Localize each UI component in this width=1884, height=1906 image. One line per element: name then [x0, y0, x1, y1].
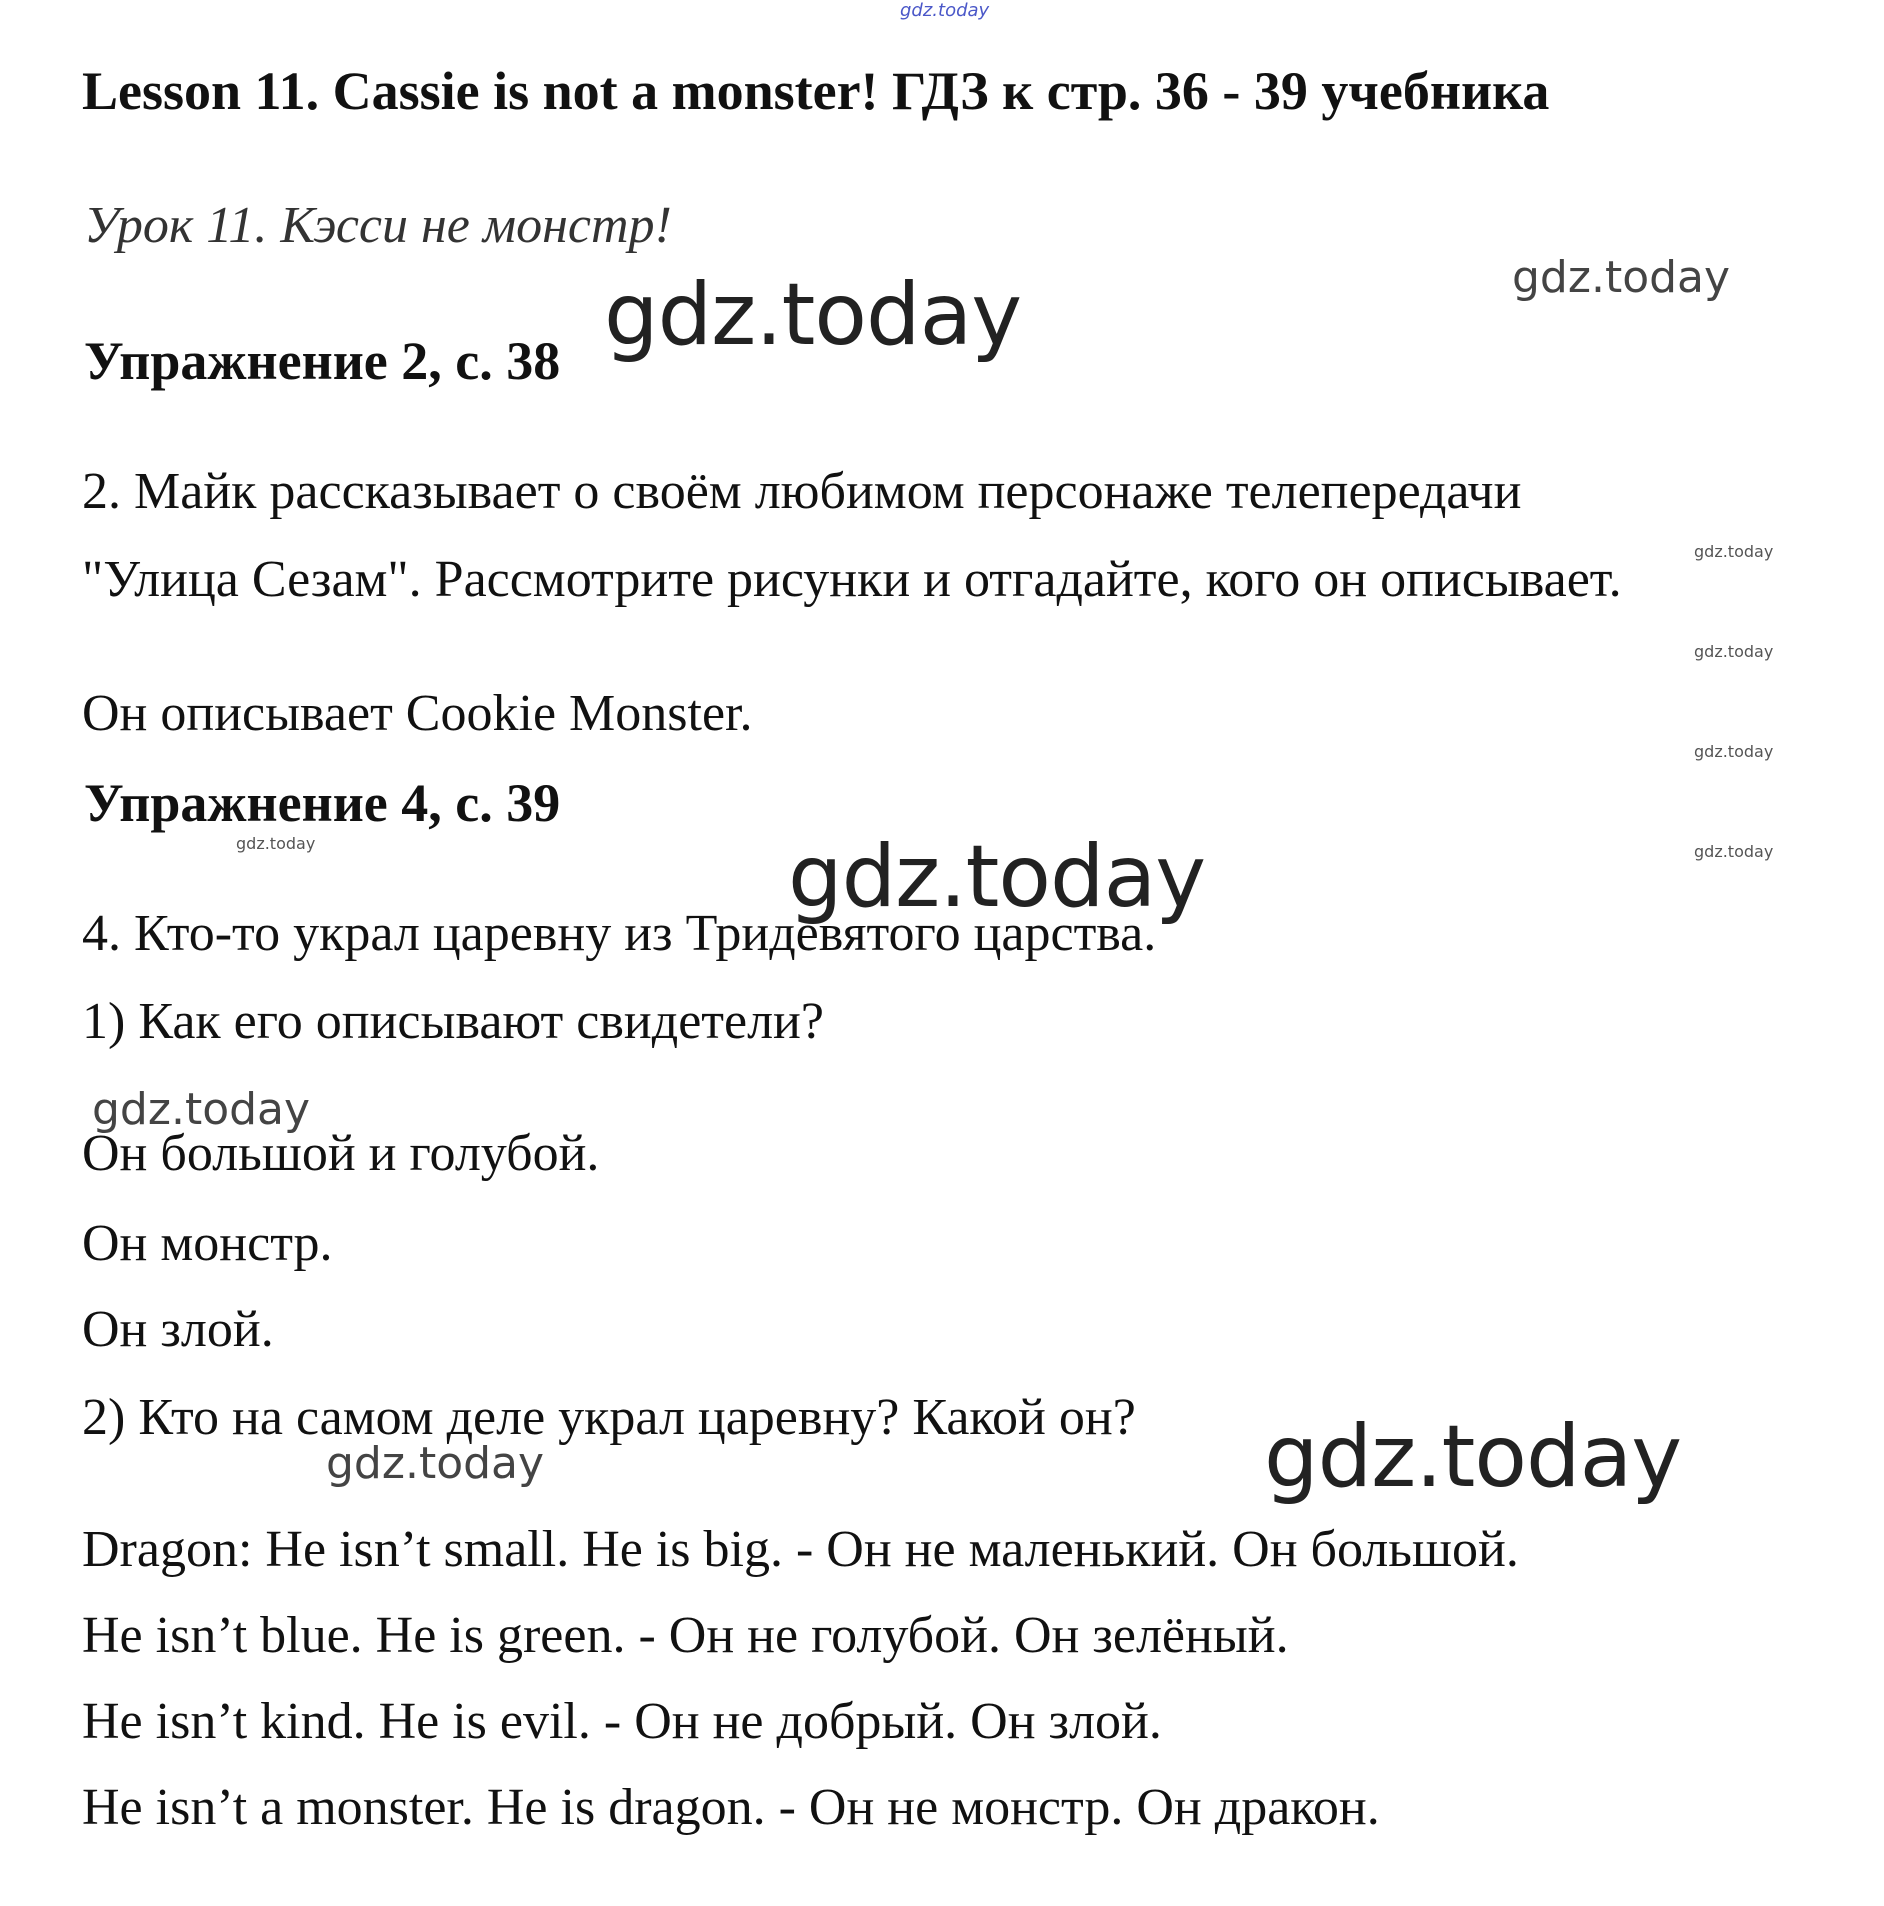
page-subtitle: Урок 11. Кэсси не монстр!	[84, 197, 672, 254]
watermark: gdz.today	[236, 834, 316, 853]
answer-2-line: He isn’t a monster. He is dragon. - Он не монстр. Он дракон.	[82, 1779, 1380, 1836]
answer-2-line: He isn’t blue. He is green. - Он не голубой. Он зелёный.	[82, 1607, 1289, 1664]
answer-1-line: Он злой.	[82, 1301, 274, 1358]
exercise-4-task: 4. Кто-то украл царевну из Тридевятого царства.	[82, 905, 1157, 962]
answer-1-line: Он большой и голубой.	[82, 1125, 600, 1182]
exercise-2-answer: Он описывает Cookie Monster.	[82, 685, 753, 742]
watermark: gdz.today	[1694, 742, 1774, 761]
watermark: gdz.today	[92, 1084, 311, 1135]
exercise-4-heading: Упражнение 4, с. 39	[84, 773, 561, 833]
watermark-top: gdz.today	[900, 0, 990, 21]
watermark: gdz.today	[1694, 642, 1774, 661]
watermark: gdz.today	[1264, 1407, 1682, 1507]
watermark: gdz.today	[326, 1438, 545, 1489]
exercise-2-task-line-2: "Улица Сезам". Рассмотрите рисунки и отгадайте, кого он описывает.	[82, 551, 1622, 608]
page-title: Lesson 11. Cassie is not a monster! ГДЗ к стр. 36 - 39 учебника	[82, 61, 1550, 121]
exercise-4-question-2: 2) Кто на самом деле украл царевну? Какой он?	[82, 1389, 1136, 1446]
watermark: gdz.today	[1694, 542, 1774, 561]
answer-1-line: Он монстр.	[82, 1215, 333, 1272]
watermark: gdz.today	[1512, 252, 1731, 303]
watermark: gdz.today	[1694, 842, 1774, 861]
answer-2-line: Dragon: He isn’t small. He is big. - Он не маленький. Он большой.	[82, 1521, 1519, 1578]
exercise-4-question-1: 1) Как его описывают свидетели?	[82, 993, 824, 1050]
watermark: gdz.today	[788, 827, 1206, 927]
watermark: gdz.today	[604, 265, 1022, 365]
exercise-2-task-line-1: 2. Майк рассказывает о своём любимом персонаже телепередачи	[82, 463, 1522, 520]
answer-2-line: He isn’t kind. He is evil. - Он не добрый. Он злой.	[82, 1693, 1162, 1750]
exercise-2-heading: Упражнение 2, с. 38	[84, 331, 561, 391]
